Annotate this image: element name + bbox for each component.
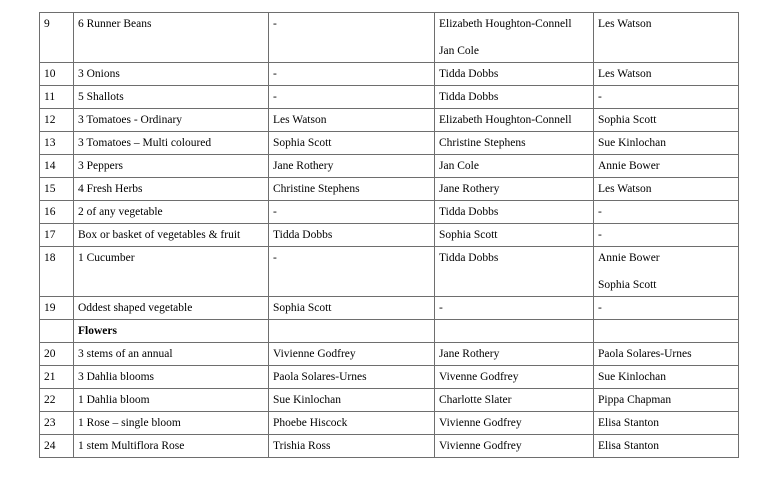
entrant-name: Sophia Scott	[439, 229, 498, 241]
class-number-cell	[40, 297, 74, 320]
first-place-cell	[269, 412, 435, 435]
entrant-name: -	[273, 252, 277, 264]
table-row	[40, 132, 739, 155]
class-number: 16	[44, 206, 56, 218]
class-number-cell	[40, 201, 74, 224]
entrant-name: Sophia Scott	[273, 137, 332, 149]
entrant-name: Pippa Chapman	[598, 394, 672, 406]
third-place-cell	[594, 297, 739, 320]
class-number: 9	[44, 18, 50, 30]
entrant-name: Paola Solares-Urnes	[598, 348, 692, 360]
class-number-cell	[40, 155, 74, 178]
entrant-name: Les Watson	[273, 114, 327, 126]
second-place-cell	[435, 13, 594, 63]
second-place-cell	[435, 86, 594, 109]
entrant-name: Les Watson	[598, 18, 652, 30]
class-name: 3 stems of an annual	[78, 348, 173, 360]
third-place-cell	[594, 366, 739, 389]
class-number: 12	[44, 114, 56, 126]
entrant-name: Annie Bower	[598, 160, 660, 172]
class-number: 23	[44, 417, 56, 429]
entrant-name: Vivienne Godfrey	[439, 417, 522, 429]
table-row	[40, 201, 739, 224]
class-number: 17	[44, 229, 56, 241]
first-place-cell	[269, 224, 435, 247]
section-title-cell	[74, 320, 269, 343]
class-name: 2 of any vegetable	[78, 206, 163, 218]
entrant-name: Tidda Dobbs	[439, 252, 499, 264]
class-number-cell	[40, 366, 74, 389]
entrant-name: Jane Rothery	[273, 160, 334, 172]
class-name-cell	[74, 109, 269, 132]
table-row	[40, 366, 739, 389]
class-number: 22	[44, 394, 56, 406]
table-row	[40, 389, 739, 412]
entrant-name: -	[273, 18, 277, 30]
class-name: 3 Tomatoes – Multi coloured	[78, 137, 212, 149]
entrant-name: Christine Stephens	[439, 137, 526, 149]
entrant-name: Sue Kinlochan	[273, 394, 342, 406]
class-number-cell	[40, 320, 74, 343]
table-row	[40, 155, 739, 178]
second-place-cell	[435, 435, 594, 458]
class-number-cell	[40, 435, 74, 458]
class-name-cell	[74, 412, 269, 435]
entrant-name: Elizabeth Houghton-Connell	[439, 114, 572, 126]
class-name-cell	[74, 343, 269, 366]
empty-cell	[594, 320, 739, 343]
second-place-cell	[435, 389, 594, 412]
class-number-cell	[40, 412, 74, 435]
class-number: 14	[44, 160, 56, 172]
first-place-cell	[269, 132, 435, 155]
third-place-cell	[594, 155, 739, 178]
first-place-cell	[269, 155, 435, 178]
table-body	[40, 13, 739, 458]
entrant-name: Tidda Dobbs	[439, 206, 499, 218]
entrant-name: Sophia Scott	[598, 114, 657, 126]
entrant-name: -	[598, 91, 602, 103]
entrant-name: Annie Bower	[598, 252, 660, 264]
class-name-cell	[74, 297, 269, 320]
results-table	[39, 12, 739, 458]
second-place-cell	[435, 366, 594, 389]
third-place-cell	[594, 132, 739, 155]
class-number: 13	[44, 137, 56, 149]
class-name-cell	[74, 224, 269, 247]
class-number: 20	[44, 348, 56, 360]
first-place-cell	[269, 13, 435, 63]
third-place-cell	[594, 63, 739, 86]
class-name: 1 stem Multiflora Rose	[78, 440, 185, 452]
entrant-name: -	[273, 68, 277, 80]
section-title: Flowers	[78, 325, 117, 337]
class-number-cell	[40, 343, 74, 366]
class-name-cell	[74, 178, 269, 201]
class-name: Oddest shaped vegetable	[78, 302, 193, 314]
table-row	[40, 297, 739, 320]
second-place-cell	[435, 109, 594, 132]
entrant-name: Jane Rothery	[439, 348, 500, 360]
first-place-cell	[269, 86, 435, 109]
class-name: Box or basket of vegetables & fruit	[78, 229, 241, 241]
third-place-cell	[594, 343, 739, 366]
class-number: 11	[44, 91, 56, 103]
entrant-name: Jan Cole	[439, 45, 479, 57]
entrant-name: -	[439, 302, 443, 314]
first-place-cell	[269, 178, 435, 201]
first-place-cell	[269, 63, 435, 86]
first-place-cell	[269, 201, 435, 224]
class-number-cell	[40, 109, 74, 132]
third-place-cell	[594, 13, 739, 63]
section-header-row	[40, 320, 739, 343]
second-place-cell	[435, 132, 594, 155]
class-name: 3 Dahlia blooms	[78, 371, 155, 383]
table-row	[40, 63, 739, 86]
entrant-name: Sophia Scott	[598, 279, 657, 291]
class-number-cell	[40, 13, 74, 63]
entrant-name: Elisa Stanton	[598, 440, 660, 452]
second-place-cell	[435, 63, 594, 86]
table-row	[40, 178, 739, 201]
class-number: 21	[44, 371, 56, 383]
entrant-name: -	[598, 302, 602, 314]
third-place-cell	[594, 86, 739, 109]
class-name-cell	[74, 86, 269, 109]
class-name-cell	[74, 389, 269, 412]
second-place-cell	[435, 224, 594, 247]
class-name-cell	[74, 63, 269, 86]
entrant-name: Tidda Dobbs	[273, 229, 333, 241]
class-number: 18	[44, 252, 56, 264]
empty-cell	[269, 320, 435, 343]
class-number-cell	[40, 247, 74, 297]
entrant-name: Vivienne Godfrey	[439, 440, 522, 452]
class-number-cell	[40, 389, 74, 412]
first-place-cell	[269, 343, 435, 366]
class-number: 24	[44, 440, 56, 452]
second-place-cell	[435, 178, 594, 201]
first-place-cell	[269, 247, 435, 297]
empty-cell	[435, 320, 594, 343]
table-row	[40, 247, 739, 297]
class-number-cell	[40, 63, 74, 86]
table-row	[40, 343, 739, 366]
class-name-cell	[74, 155, 269, 178]
first-place-cell	[269, 366, 435, 389]
entrant-name: Vivienne Godfrey	[273, 348, 356, 360]
table-row	[40, 109, 739, 132]
entrant-name: Les Watson	[598, 183, 652, 195]
first-place-cell	[269, 109, 435, 132]
second-place-cell	[435, 412, 594, 435]
second-place-cell	[435, 201, 594, 224]
entrant-name: Charlotte Slater	[439, 394, 512, 406]
second-place-cell	[435, 343, 594, 366]
second-place-cell	[435, 155, 594, 178]
first-place-cell	[269, 435, 435, 458]
table-row	[40, 13, 739, 63]
entrant-name: Elizabeth Houghton-Connell	[439, 18, 572, 30]
entrant-name: Tidda Dobbs	[439, 91, 499, 103]
class-number: 19	[44, 302, 56, 314]
third-place-cell	[594, 412, 739, 435]
class-name: 1 Rose – single bloom	[78, 417, 181, 429]
class-name: 6 Runner Beans	[78, 18, 152, 30]
class-name-cell	[74, 435, 269, 458]
entrant-name: Sue Kinlochan	[598, 137, 667, 149]
table-row	[40, 412, 739, 435]
entrant-name: Phoebe Hiscock	[273, 417, 348, 429]
entrant-name: Jan Cole	[439, 160, 479, 172]
entrant-name: Sue Kinlochan	[598, 371, 667, 383]
class-name-cell	[74, 132, 269, 155]
third-place-cell	[594, 247, 739, 297]
table-row	[40, 86, 739, 109]
class-name: 3 Onions	[78, 68, 120, 80]
third-place-cell	[594, 224, 739, 247]
class-name: 1 Cucumber	[78, 252, 135, 264]
third-place-cell	[594, 178, 739, 201]
table-row	[40, 224, 739, 247]
entrant-name: Jane Rothery	[439, 183, 500, 195]
entrant-name: Sophia Scott	[273, 302, 332, 314]
third-place-cell	[594, 435, 739, 458]
class-number-cell	[40, 224, 74, 247]
class-number: 10	[44, 68, 56, 80]
class-name-cell	[74, 366, 269, 389]
table-row	[40, 435, 739, 458]
second-place-cell	[435, 297, 594, 320]
third-place-cell	[594, 201, 739, 224]
entrant-name: -	[273, 91, 277, 103]
second-place-cell	[435, 247, 594, 297]
first-place-cell	[269, 297, 435, 320]
entrant-name: Paola Solares-Urnes	[273, 371, 367, 383]
entrant-name: -	[273, 206, 277, 218]
class-name: 4 Fresh Herbs	[78, 183, 143, 195]
entrant-name: Vivenne Godfrey	[439, 371, 519, 383]
entrant-name: Christine Stephens	[273, 183, 360, 195]
class-name: 3 Peppers	[78, 160, 124, 172]
class-name-cell	[74, 247, 269, 297]
entrant-name: -	[598, 206, 602, 218]
entrant-name: -	[598, 229, 602, 241]
entrant-name: Elisa Stanton	[598, 417, 660, 429]
class-name: 3 Tomatoes - Ordinary	[78, 114, 183, 126]
class-name: 1 Dahlia bloom	[78, 394, 150, 406]
third-place-cell	[594, 109, 739, 132]
entrant-name: Trishia Ross	[273, 440, 331, 452]
entrant-name: Tidda Dobbs	[439, 68, 499, 80]
class-number-cell	[40, 132, 74, 155]
third-place-cell	[594, 389, 739, 412]
class-number-cell	[40, 86, 74, 109]
class-number: 15	[44, 183, 56, 195]
class-name-cell	[74, 13, 269, 63]
entrant-name: Les Watson	[598, 68, 652, 80]
class-name-cell	[74, 201, 269, 224]
class-number-cell	[40, 178, 74, 201]
first-place-cell	[269, 389, 435, 412]
class-name: 5 Shallots	[78, 91, 124, 103]
